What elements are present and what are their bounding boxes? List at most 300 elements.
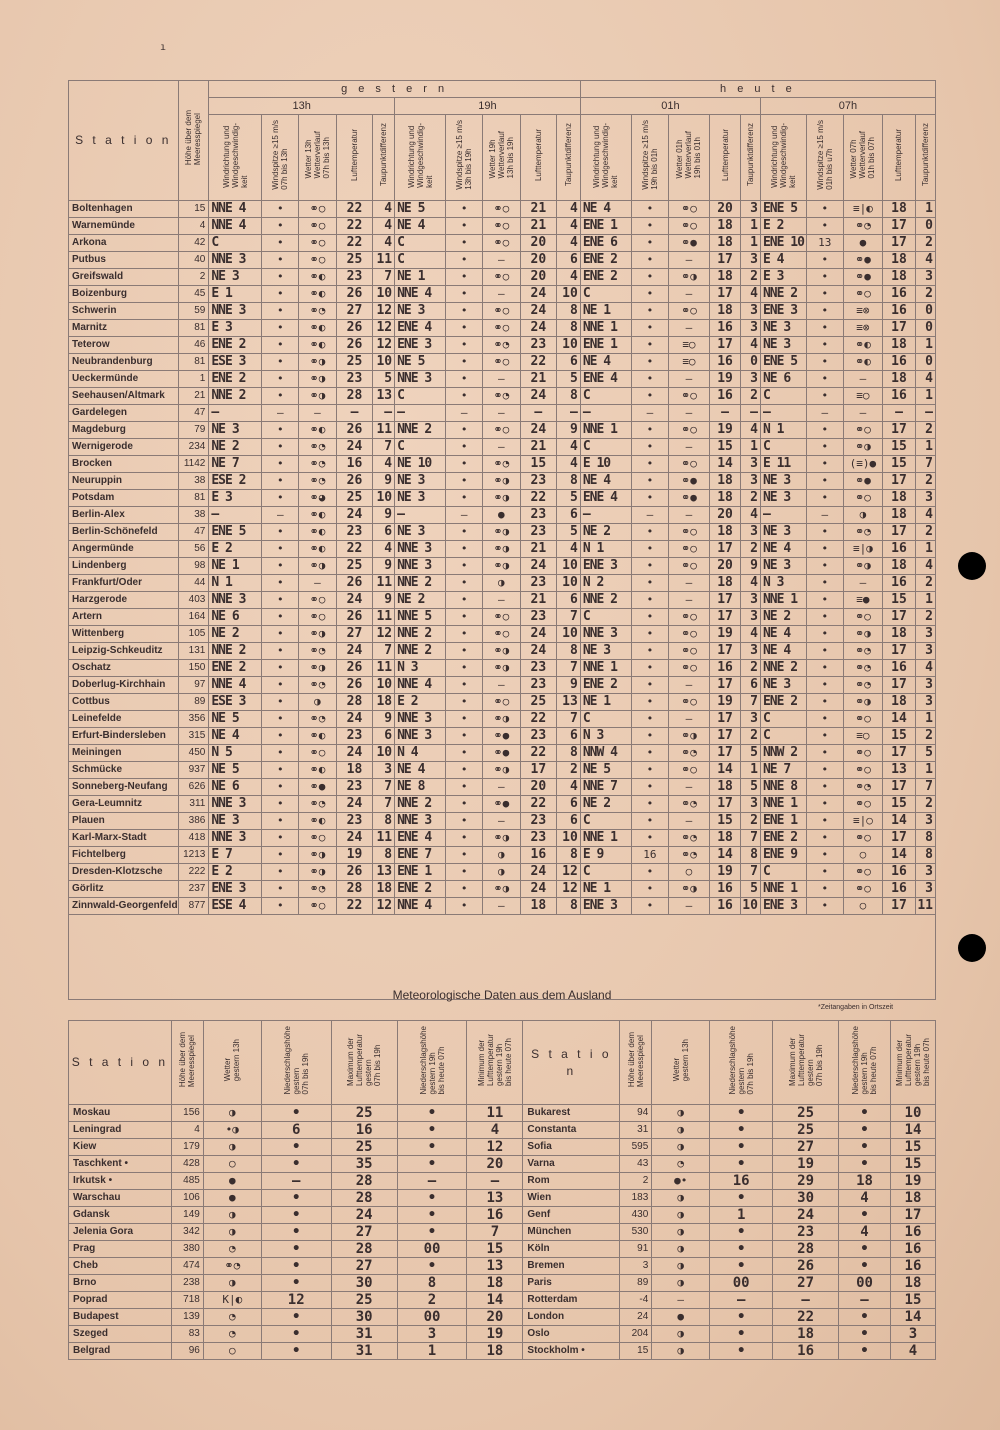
station-name: Stockholm • [523, 1343, 620, 1360]
cell: 19 [773, 1156, 839, 1173]
cell: ⚭○ [843, 864, 882, 881]
gestern-header: g e s t e r n [209, 81, 580, 98]
cell: N 1 [760, 422, 806, 439]
cell: NNE 3 [209, 252, 262, 269]
station-height: 718 [171, 1292, 203, 1309]
cell: NE 10 [395, 456, 446, 473]
cell: 5 [741, 779, 761, 796]
cell: • [262, 881, 299, 898]
cell: • [710, 1224, 773, 1241]
cell: 3 [397, 1326, 467, 1343]
col-wind: Windrichtung und Windgeschwindig- keit [209, 115, 262, 201]
cell: • [446, 813, 483, 830]
cell: ENE 2 [209, 660, 262, 677]
cell: ⚭○ [668, 609, 709, 626]
cell: – [395, 405, 446, 422]
cell: ⚭◐ [299, 728, 336, 745]
cell: 11 [915, 898, 935, 915]
cell: ⚭◔ [299, 439, 336, 456]
station-height: 89 [178, 694, 209, 711]
cell: 11 [373, 830, 395, 847]
cell: 7 [741, 694, 761, 711]
cell: 16 [710, 388, 741, 405]
cell: 2 [915, 796, 935, 813]
cell: ⚭◑ [843, 439, 882, 456]
cell: • [631, 592, 668, 609]
cell: NE 3 [580, 643, 631, 660]
cell: ⚭◐ [299, 507, 336, 524]
cell: 14 [467, 1292, 523, 1309]
abroad-table [68, 1020, 936, 1360]
col-wetter: Wetter 07h Wetterverlauf 01h bis 07h [843, 115, 882, 201]
cell: ⚭○ [483, 609, 520, 626]
cell: NNE 2 [760, 660, 806, 677]
cell: • [446, 694, 483, 711]
cell: • [261, 1309, 331, 1326]
empty-space [69, 915, 936, 1000]
cell: 8 [557, 473, 581, 490]
table-row [69, 1292, 936, 1309]
station-name: Cottbus [69, 694, 179, 711]
cell: 6 [557, 813, 581, 830]
cell: • [806, 677, 843, 694]
station-name: Schmücke [69, 762, 179, 779]
station-height: 179 [171, 1139, 203, 1156]
cell: ⚭◑ [483, 541, 520, 558]
cell: 18 [710, 524, 741, 541]
cell: 17 [710, 252, 741, 269]
cell: 2 [741, 728, 761, 745]
cell: • [446, 643, 483, 660]
station-name: Belgrad [69, 1343, 172, 1360]
station-height: 356 [178, 711, 209, 728]
cell: • [446, 847, 483, 864]
cell: 24 [520, 626, 557, 643]
station-height: 31 [620, 1122, 652, 1139]
station-header: S t a t i o n [69, 81, 179, 201]
cell: 24 [520, 864, 557, 881]
cell: • [261, 1156, 331, 1173]
cell: • [806, 473, 843, 490]
cell: NE 3 [760, 524, 806, 541]
cell: 26 [336, 677, 373, 694]
cell: 21 [520, 541, 557, 558]
cell: NE 6 [209, 609, 262, 626]
cell: • [262, 286, 299, 303]
cell: 5 [557, 371, 581, 388]
station-height: 937 [178, 762, 209, 779]
table-row [69, 813, 936, 830]
cell: • [262, 541, 299, 558]
cell: 30 [773, 1190, 839, 1207]
cell: C [760, 439, 806, 456]
cell: NNE 4 [395, 286, 446, 303]
cell: – [668, 898, 709, 915]
col-luft: Lufttemperatur [883, 115, 916, 201]
cell: ◔ [203, 1309, 261, 1326]
station-name: Bukarest [523, 1105, 620, 1122]
cell: ⚭○ [483, 235, 520, 252]
cell: ⚭◔ [668, 830, 709, 847]
cell: 18 [773, 1326, 839, 1343]
table-row [69, 354, 936, 371]
cell: ● [203, 1173, 261, 1190]
cell: N 4 [395, 745, 446, 762]
table-row [69, 711, 936, 728]
cell: 2 [741, 269, 761, 286]
cell: – [373, 405, 395, 422]
station-height: 79 [178, 422, 209, 439]
table-row [69, 320, 936, 337]
cell: NE 1 [209, 558, 262, 575]
cell: – [483, 779, 520, 796]
station-height: 342 [171, 1224, 203, 1241]
punch-hole [958, 552, 986, 580]
cell: 9 [373, 558, 395, 575]
cell: 21 [520, 439, 557, 456]
cell: – [262, 405, 299, 422]
cell: • [631, 303, 668, 320]
cell: ⚭◔ [299, 303, 336, 320]
cell: 8 [557, 388, 581, 405]
cell: NE 4 [580, 201, 631, 218]
cell: ◔ [203, 1241, 261, 1258]
table-row [69, 1139, 936, 1156]
cell: 16 [890, 1224, 935, 1241]
cell: 16 [710, 1173, 773, 1190]
cell: – [843, 405, 882, 422]
cell: • [397, 1258, 467, 1275]
cell: • [631, 813, 668, 830]
cell: NNE 2 [395, 796, 446, 813]
cell: ⚭○ [483, 354, 520, 371]
cell: 19 [710, 371, 741, 388]
cell: – [773, 1292, 839, 1309]
cell: 10 [557, 558, 581, 575]
cell: • [446, 439, 483, 456]
cell: • [631, 864, 668, 881]
cell: NNE 4 [395, 677, 446, 694]
cell: 9 [373, 711, 395, 728]
station-name: Sonneberg-Neufang [69, 779, 179, 796]
cell: • [397, 1207, 467, 1224]
cell: 3 [915, 643, 935, 660]
cell: 16 [890, 1241, 935, 1258]
cell: 25 [331, 1292, 397, 1309]
cell: ◑ [652, 1139, 710, 1156]
cell: ⚭◐ [299, 286, 336, 303]
cell: 7 [915, 779, 935, 796]
station-name: Lindenberg [69, 558, 179, 575]
col-nieder2: Niederschlagshöhe gestern 19h bis heute 07h [397, 1021, 467, 1105]
cell: – [261, 1173, 331, 1190]
cell: 13 [373, 864, 395, 881]
cell: 9 [557, 677, 581, 694]
cell: 24 [520, 422, 557, 439]
cell: 5 [557, 490, 581, 507]
cell: NE 7 [209, 456, 262, 473]
cell: • [446, 235, 483, 252]
cell: NE 6 [760, 371, 806, 388]
cell: NE 4 [580, 473, 631, 490]
col-wind: Windrichtung und Windgeschwindig- keit [760, 115, 806, 201]
cell: 14 [883, 711, 916, 728]
cell: – [843, 575, 882, 592]
station-name: Jelenia Gora [69, 1224, 172, 1241]
cell: 4 [915, 558, 935, 575]
cell: 24 [336, 439, 373, 456]
cell: 6 [557, 507, 581, 524]
cell: • [806, 711, 843, 728]
cell: • [710, 1139, 773, 1156]
cell: 30 [331, 1275, 397, 1292]
cell: ⚭○ [299, 218, 336, 235]
cell: • [262, 354, 299, 371]
cell: C [395, 388, 446, 405]
cell: ENE 2 [395, 881, 446, 898]
col-taup: Taupunktdifferenz [741, 115, 761, 201]
cell: ○ [843, 847, 882, 864]
cell: • [631, 898, 668, 915]
cell: ⚭○ [299, 609, 336, 626]
cell: ⚭◔ [668, 796, 709, 813]
cell: 2 [915, 473, 935, 490]
cell: NNE 4 [209, 201, 262, 218]
cell: ⚭◐ [299, 320, 336, 337]
cell: 4 [741, 286, 761, 303]
cell: 26 [336, 575, 373, 592]
cell: NE 4 [209, 728, 262, 745]
cell: ⚭● [843, 252, 882, 269]
cell: 10 [557, 337, 581, 354]
cell: 22 [520, 796, 557, 813]
cell: 20 [467, 1156, 523, 1173]
cell: 23 [520, 660, 557, 677]
cell: – [520, 405, 557, 422]
cell: • [806, 643, 843, 660]
cell: • [631, 422, 668, 439]
cell: 6 [557, 796, 581, 813]
table-row [69, 779, 936, 796]
cell: ⚭◑ [483, 881, 520, 898]
cell: 7 [373, 779, 395, 796]
table-row [69, 1190, 936, 1207]
cell: 1 [915, 541, 935, 558]
cell: • [806, 779, 843, 796]
cell: NE 1 [580, 881, 631, 898]
cell: 23 [336, 728, 373, 745]
cell: 7 [373, 439, 395, 456]
col-min: Minimum der Lufttemperatur gestern 19h bis heute 07h [890, 1021, 935, 1105]
station-height: 380 [171, 1241, 203, 1258]
cell: 24 [336, 711, 373, 728]
cell: 3 [741, 796, 761, 813]
cell: NE 4 [760, 626, 806, 643]
cell: ⚭● [668, 235, 709, 252]
cell: • [631, 456, 668, 473]
cell: NE 1 [580, 303, 631, 320]
cell: ⚭○ [299, 201, 336, 218]
cell: • [631, 541, 668, 558]
col-wetter: Wetter 13h Wetterverlauf 07h bis 13h [299, 115, 336, 201]
table-row [69, 1173, 936, 1190]
cell: 16 [331, 1122, 397, 1139]
domestic-weather-table [68, 80, 936, 1000]
table-row [69, 473, 936, 490]
cell: 16 [520, 847, 557, 864]
cell: 23 [520, 575, 557, 592]
station-name: Genf [523, 1207, 620, 1224]
cell: 24 [773, 1207, 839, 1224]
cell: – [668, 592, 709, 609]
col-wetter: Wetter 01h Wetterverlauf 19h bis 01h [668, 115, 709, 201]
cell: 6 [373, 728, 395, 745]
cell: ○ [203, 1156, 261, 1173]
cell: C [395, 252, 446, 269]
cell: NNE 3 [395, 728, 446, 745]
cell: ◑ [483, 575, 520, 592]
station-height: 428 [171, 1156, 203, 1173]
cell: • [806, 371, 843, 388]
cell: – [760, 507, 806, 524]
cell: 25 [773, 1122, 839, 1139]
cell: • [710, 1190, 773, 1207]
cell: 21 [520, 218, 557, 235]
cell: • [631, 235, 668, 252]
cell: • [262, 422, 299, 439]
cell: 28 [336, 694, 373, 711]
cell: • [262, 762, 299, 779]
cell: 18 [883, 201, 916, 218]
cell: 12 [467, 1139, 523, 1156]
cell: 6 [557, 728, 581, 745]
col-spitze: Windspitze ≥15 m/s 13h bis 19h [446, 115, 483, 201]
cell: 6 [741, 677, 761, 694]
cell: ⚭◑ [299, 864, 336, 881]
time-01h: 01h [580, 98, 760, 115]
cell: – [483, 371, 520, 388]
cell: • [839, 1241, 891, 1258]
table-row [69, 303, 936, 320]
table-row [69, 1241, 936, 1258]
cell: NNE 3 [395, 541, 446, 558]
cell: • [806, 813, 843, 830]
cell: • [262, 864, 299, 881]
cell: E 1 [209, 286, 262, 303]
cell: – [710, 405, 741, 422]
cell: 25 [331, 1139, 397, 1156]
cell: 19 [710, 626, 741, 643]
cell: NE 5 [209, 711, 262, 728]
station-name: Doberlug-Kirchhain [69, 677, 179, 694]
cell: ⚭○ [668, 456, 709, 473]
cell: 11 [467, 1105, 523, 1122]
cell: 18 [710, 269, 741, 286]
cell: NE 5 [580, 762, 631, 779]
cell: 18 [710, 779, 741, 796]
cell: 26 [336, 473, 373, 490]
station-name: Gardelegen [69, 405, 179, 422]
cell: • [710, 1156, 773, 1173]
station-name: Leipzig-Schkeuditz [69, 643, 179, 660]
cell: ◑ [652, 1241, 710, 1258]
cell: 3 [741, 609, 761, 626]
station-name: Wernigerode [69, 439, 179, 456]
cell: ESE 3 [209, 694, 262, 711]
cell: ●• [652, 1173, 710, 1190]
cell: • [446, 201, 483, 218]
station-name: Kiew [69, 1139, 172, 1156]
station-name: Potsdam [69, 490, 179, 507]
cell: 4 [915, 252, 935, 269]
cell: ⚭◐ [299, 541, 336, 558]
cell: 19 [890, 1173, 935, 1190]
time-19h: 19h [395, 98, 581, 115]
cell: NNE 2 [395, 626, 446, 643]
cell: • [261, 1275, 331, 1292]
cell: 18 [883, 626, 916, 643]
cell: 6 [373, 524, 395, 541]
cell: • [806, 694, 843, 711]
cell: 27 [336, 303, 373, 320]
cell: ⚭◔ [299, 473, 336, 490]
cell: • [631, 609, 668, 626]
cell: NE 3 [760, 320, 806, 337]
station-height: 3 [620, 1258, 652, 1275]
cell: ◑ [652, 1224, 710, 1241]
cell: 25 [520, 694, 557, 711]
station-name: Dresden-Klotzsche [69, 864, 179, 881]
station-height: 59 [178, 303, 209, 320]
cell: 23 [520, 830, 557, 847]
cell: 1 [915, 592, 935, 609]
cell: 9 [373, 507, 395, 524]
cell: ⚭○ [483, 626, 520, 643]
cell: – [483, 286, 520, 303]
cell: • [446, 473, 483, 490]
cell: 18 [710, 218, 741, 235]
cell: 2 [741, 490, 761, 507]
cell: 12 [373, 320, 395, 337]
cell: 27 [336, 626, 373, 643]
cell: ENE 5 [209, 524, 262, 541]
table-row [69, 1207, 936, 1224]
cell: ◔ [652, 1156, 710, 1173]
cell: • [262, 745, 299, 762]
cell: 3 [741, 371, 761, 388]
cell: 14 [890, 1122, 935, 1139]
cell: 16 [883, 575, 916, 592]
cell: 25 [773, 1105, 839, 1122]
cell: • [261, 1241, 331, 1258]
cell: • [839, 1156, 891, 1173]
cell: • [446, 354, 483, 371]
cell: 2 [915, 422, 935, 439]
cell: ⚭○ [843, 830, 882, 847]
cell: 31 [331, 1343, 397, 1360]
cell: E 4 [760, 252, 806, 269]
cell: C [395, 439, 446, 456]
col-taup: Taupunktdifferenz [557, 115, 581, 201]
cell: 14 [883, 847, 916, 864]
col-nieder: Niederschlagshöhe gestern 07h bis 19h [710, 1021, 773, 1105]
cell: 4 [373, 456, 395, 473]
time-note: *Zeitangaben in Ortszeit [818, 1004, 894, 1011]
cell: • [446, 745, 483, 762]
cell: • [446, 558, 483, 575]
cell: 15 [467, 1241, 523, 1258]
cell: ⚭◑ [668, 728, 709, 745]
